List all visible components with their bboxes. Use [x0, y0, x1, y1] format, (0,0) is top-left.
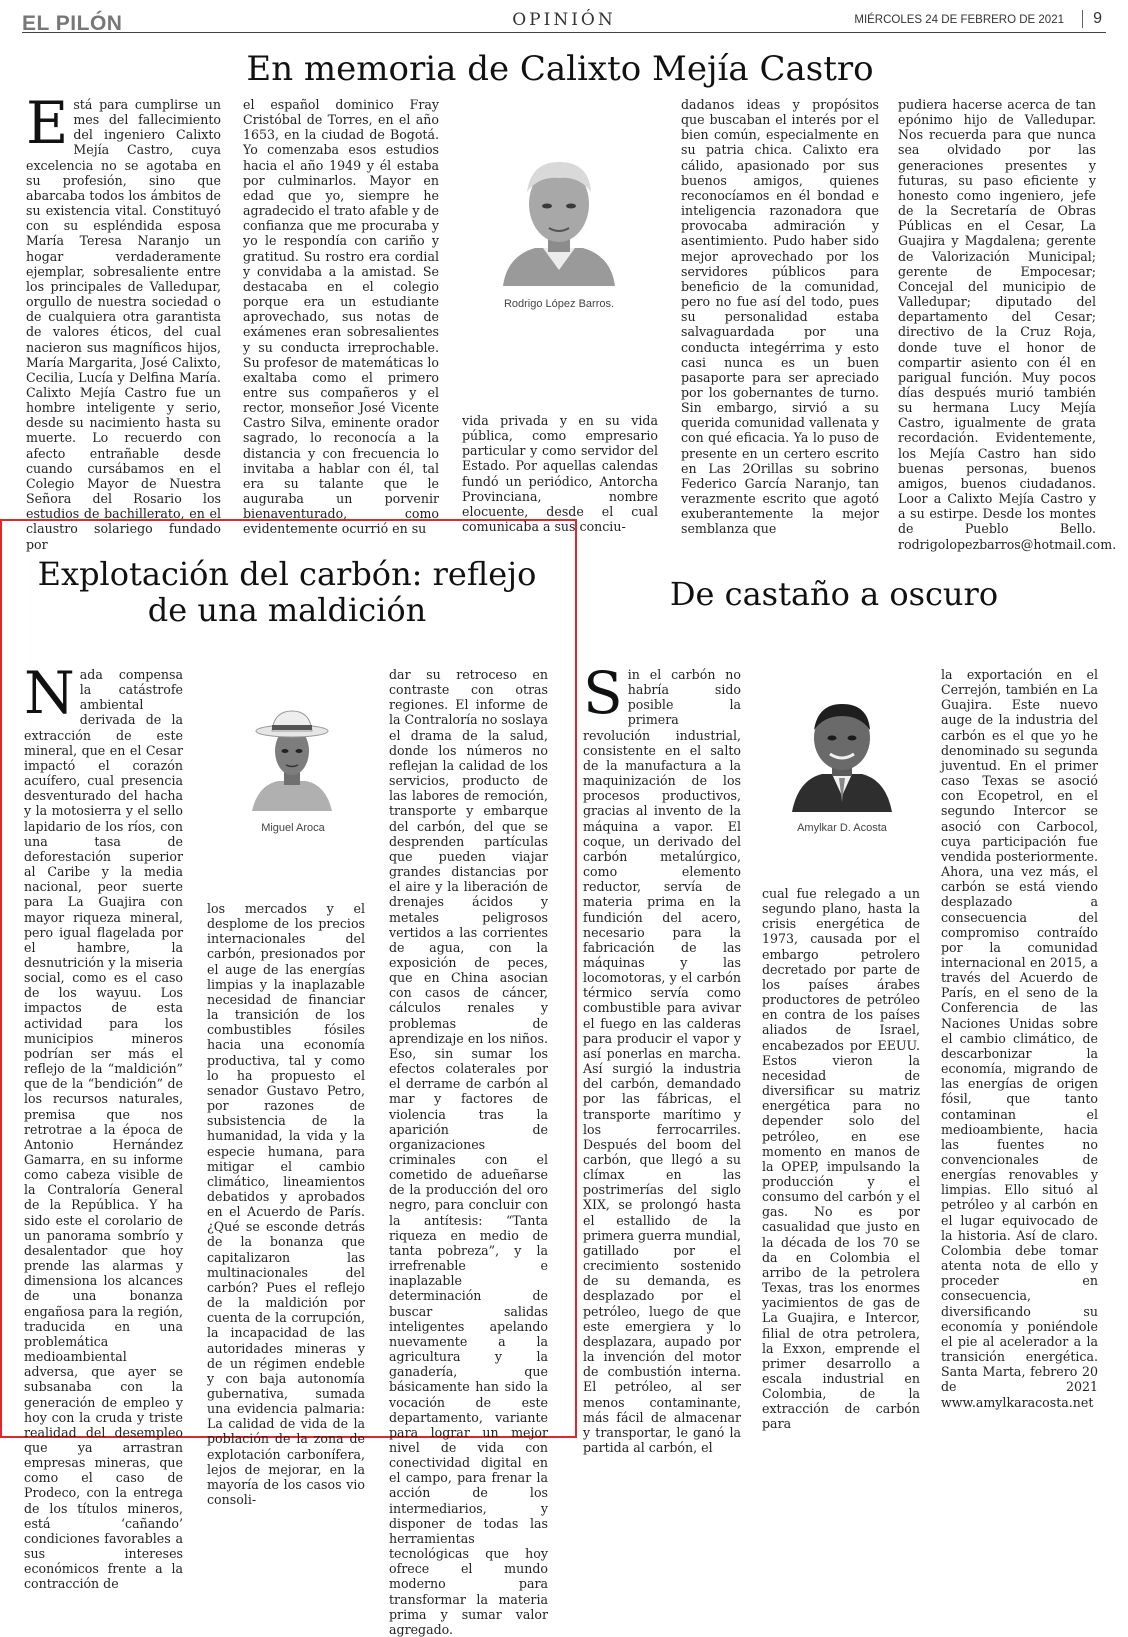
- header-rule: [22, 32, 1106, 33]
- article-2-col3-text: dar su retroceso en contraste con otras regiones. El informe de la Contraloría no soslaya el drama de la salud, donde los números no reflejan la calidad de los servicios, producto de las labores de remoción, transporte y embarque del carbón, del que se desprenden partículas que pueden viajar grandes distancias por el aire y la liberación de drenajes ácidos y metales peligrosos vertidos a las corrientes de agua, con la exposición de peces, que en China asocian con casos de cáncer, cálculos renales y problemas de aprendizaje en los niños. Eso, sin sumar los efectos colaterales por el derrame de carbón al mar y factores de violencia tras la aparición de organizaciones criminales con el cometido de adueñarse de la producción del oro negro, para concluir con la antítesis: “Tanta riqueza en medio de tanta pobreza”, y la irrefrenable e inaplazable determinación de buscar salidas inteligentes apelando nuevamente a la agricultura y la ganadería, que básicamente han sido la vocación de este departamento, variante para lograr un mejor nivel de vida con conectividad digital en el campo, para frenar la acción de los intermediarios, y disponer de todas las herramientas tecnológicas que hoy ofrece el mundo moderno para transformar la materia prima y sumar valor agregado.: [389, 667, 548, 1637]
- author-photo-miguel: [248, 705, 336, 811]
- article-2-col2-text: los mercados y el desplome de los precios internacionales del carbón, presionados por el auge de las energías limpias y la inaplazable necesidad de financiar la transición de los combustibles fósiles hacia una economía productiva, tal y como lo ha propuesto el senador Gustavo Petro, por razones de subsistencia de la humanidad, la vida y la especie humana, para mitigar el cambio climático, lineamientos debatidos y aprobados en el Acuerdo de París. ¿Qué se esconde detrás de la bonanza que capitalizaron las multinacionales del carbón? Pues el reflejo de la maldición por cuenta de la corrupción, la incapacidad de las autoridades mineras y de un régimen endeble y con baja autonomía gubernativa, sumada una evidencia palmaria: La calidad de vida de la población de la zona de explotación carbonífera, lejos de mejorar, en la mayoría de los casos vio consoli-: [207, 901, 365, 1508]
- article-1-dropcap: E: [26, 89, 69, 157]
- author-photo-amylkar: [790, 692, 894, 812]
- author-photo-rodrigo: [495, 148, 623, 286]
- article-1-col3-text: vida privada y en su vida pública, como empresario particular y como servidor del Estado. Por aquellas calendas fundó un periódico, Antorcha Provinciana, nombre elocuente, desde el cual comunicaba a sus conciu-: [462, 413, 658, 535]
- article-1-col5-text: pudiera hacerse acerca de tan epónimo hijo de Valledupar. Nos recuerda para que nunca sea olvidado por las generaciones presentes y futuras, su paso eficiente y honesto como ingeniero, jefe de la Secretaría de Obras Públicas en el Cesar, La Guajira y Magdalena; gerente de Valorización Municipal; gerente de Empocesar; Concejal del municipio de Valledupar; diputado del departamento del Cesar; directivo de la Cruz Roja, donde tuve el honor de compartir asiento con él en parigual función. Muy pocos días después murió también su hermana Lucy Mejía Castro, igualmente de grata recordación. Evidentemente, los Mejía Castro han sido buenas personas, buenos amigos, buenos ciudadanos. Loor a Calixto Mejía Castro y a su estirpe. Desde los montes de Pueblo Bello. rodrigolopezbarros@hotmail.com.: [898, 97, 1117, 552]
- author-portrait-icon: [248, 705, 336, 811]
- author-caption-miguel: Miguel Aroca: [261, 822, 325, 834]
- article-1-title: En memoria de Calixto Mejía Castro: [246, 49, 874, 89]
- article-1-column-1: [26, 89, 221, 552]
- article-2-dropcap: N: [24, 659, 75, 727]
- article-3-dropcap: S: [583, 659, 623, 727]
- article-3-col3-text: la exportación en el Cerrejón, también en La Guajira. Este nuevo auge de la industria del carbón es el que yo he denominado su segunda juventud. En el primer caso Texas se asoció con Ecopetrol, en el segundo Intercor se asoció con Carbocol, cuya participación fue vendida posteriormente. Ahora, una vez más, el carbón se está viendo desplazado a consecuencia del compromiso contraído por la comunidad internacional en 2015, a través del Acuerdo de París, en el seno de la Conferencia de las Naciones Unidas sobre el cambio climático, de descarbonizar la economía, migrando de las energías de origen fósil, que tanto contaminan el medioambiente, hacia las fuentes no convencionales de energías renovables y limpias. Ello situó al petróleo y al carbón en el lugar equivocado de la historia. Así de claro. Colombia debe tomar atenta nota de ello y proceder en consecuencia, diversificando su economía y poniéndole el pie al acelerador a la transición energética. Santa Marta, febrero 20 de 2021 www.amylkaracosta.net: [941, 667, 1098, 1410]
- article-2-title-line-2: de una maldición: [147, 591, 427, 630]
- article-1-column-5: [898, 97, 1117, 552]
- article-1-col2-text: el español dominico Fray Cristóbal de Torres, en el año 1653, en la ciudad de Bogotá. Yo comenzaba esos estudios hacia el año 1949 y él estaba por culminarlos. Mayor en edad que yo, siempre he agradecido el trato afable y de confianza que me procuraba y yo le respondía con cariño y gratitud. Su rostro era cordial y convidaba a la amistad. Se destacaba en el colegio porque era un estudiante aprovechado, sus notas de exámenes eran sobresalientes y su conducta irreprochable. Su profesor de matemáticas lo exaltaba como el primero entre sus compañeros y el rector, monseñor José Vicente Castro Silva, eminente orador sagrado, lo reconocía a la distancia y con frecuencia lo invitaba a hablar con él, tal era su talante que le auguraba un porvenir bienaventurado, como evidentemente ocurrió en su: [243, 97, 439, 537]
- article-3-column-3: [941, 667, 1098, 1410]
- article-2-column-3: [389, 667, 548, 1637]
- page-number: 9: [1082, 10, 1102, 28]
- article-2-title-line-1: Explotación del carbón: reflejo: [37, 555, 537, 593]
- author-caption-rodrigo: Rodrigo López Barros.: [503, 298, 615, 310]
- article-3-column-1: [583, 659, 742, 1455]
- article-1-column-2: [243, 97, 439, 537]
- article-1-column-4: [681, 97, 879, 537]
- article-1-col4-text: dadanos ideas y propósitos que buscaban el interés por el bien común, especialmente en su patria chica. Calixto era cálido, apasionado por sus buenos amigos, quienes reconocíamos en él bondad e inteligencia razonadora que provocaba admiración y asentimiento. Pudo haber sido mejor aprovechado por los servidores públicos para beneficio de la comunidad, pero no fue así del todo, pues su personalidad estaba salvaguardada por una conducta integérrima y esto casi nunca es un buen pasaporte para ser apreciado por los gobernantes de turno. Sin embargo, sirvió a su querida comunidad vallenata y con qué eficacia. Ya lo puso de presente en un certero escrito en Las 2Orillas su sobrino Federico García Naranjo, tan verazmente escrito que agotó exuberantemente la mejor semblanza que: [681, 97, 879, 537]
- article-3-column-2: [762, 886, 920, 1432]
- section-title: OPINIÓN: [512, 10, 616, 30]
- article-3-col1-text: in el carbón no habría sido posible la primera revolución industrial, consistente en el salto de la manufactura a la maquinización de los procesos productivos, gracias al invento de la máquina a vapor. El coque, un derivado del carbón metalúrgico, como elemento reductor, servía de materia prima en la fundición del acero, necesario para la fabricación de las máquinas y las locomotoras, y el carbón térmico servía como combustible para avivar el fuego en las calderas para producir el vapor y así ponerlas en marcha. Así surgió la industria del carbón, demandado por las fábricas, el transporte marítimo y los ferrocarriles. Después del boom del carbón, que llegó a su clímax en las postrimerías del siglo XIX, se prolongó hasta el estallido de la primera guerra mundial, gatillado por el crecimiento sostenido de su demanda, es desplazado por el petróleo, luego de que este emergiera y lo desplazara, aupado por la invención del motor de combustión interna. El petróleo, al ser menos contaminante, más fácil de almacenar y transportar, le ganó la partida al carbón, el: [583, 667, 742, 1455]
- article-2-column-2: [207, 901, 365, 1508]
- article-3-title: De castaño a oscuro: [669, 575, 999, 613]
- author-portrait-icon: [495, 148, 623, 286]
- article-2-column-1: [24, 659, 183, 1592]
- author-portrait-icon: [790, 692, 894, 812]
- newspaper-logo: EL PILÓN: [22, 12, 123, 35]
- article-1-column-3: [462, 413, 658, 535]
- article-1-col1-text: stá para cumplirse un mes del fallecimiento del ingeniero Calixto Mejía Castro, cuya excelencia no se agotaba en su profesión, sino que abarcaba todos los ámbitos de su existencia vital. Constituyó con su espléndida esposa María Teresa Naranjo un hogar verdaderamente ejemplar, sobresaliente entre los principales de Valledupar, orgullo de nuestra sociedad o de cualquiera otra garantista de valores éticos, del cual nacieron sus magníficos hijos, María Margarita, José Calixto, Cecilia, Lucía y Delfina María. Calixto Mejía Castro fue un hombre inteligente y serio, desde su nacimiento hasta su muerte. Lo recuerdo con afecto entrañable desde cuando cursábamos en el Colegio Mayor de Nuestra Señora del Rosario los estudios de bachillerato, en el claustro solariego fundado por: [26, 97, 221, 552]
- issue-date: MIÉRCOLES 24 DE FEBRERO DE 2021: [854, 14, 1064, 26]
- article-2-col1-text: ada compensa la catástrofe ambiental derivada de la extracción de este mineral, que en el Cesar impactó el corazón acuífero, cual presencia desventurado del hacha y la motosierra y el sello lapidario de los ríos, con una tasa de deforestación superior al Caribe y la media nacional, peor suerte para La Guajira con mayor riqueza mineral, pero igual flagelada por el hambre, la desnutrición y la miseria social, como es el caso de los wayuu. Los impactos de esta actividad para los municipios mineros podrían ser más el reflejo de la “maldición” que de la “bendición” de los recursos naturales, premisa que nos retrotrae a la época de Antonio Hernández Gamarra, en su informe como cabeza visible de la Contraloría General de la República. Y ha sido este el corolario de un panorama sombrío y desalentador que hoy prende las alarmas y dimensiona los alcances de una bonanza engañosa para la región, traducida en una problemática medioambiental adversa, que ayer se subsanaba con la generación de empleo y hoy con la cruda y triste realidad del desempleo que ya arrastran empresas mineras, que como el caso de Prodeco, con la entrega de los títulos mineros, está ‘cañando’ condiciones favorables a sus intereses económicos frente a la contracción de: [24, 667, 183, 1592]
- article-3-col2-text: cual fue relegado a un segundo plano, hasta la crisis energética de 1973, causada por el embargo petrolero decretado por parte de los países árabes productores de petróleo en contra de los países aliados de Israel, encabezados por EEUU. Estos vieron la necesidad de diversificar su matriz energética para no depender solo del petróleo, en ese momento en manos de la OPEP, impulsando la producción y el consumo del carbón y el gas. No es por casualidad que justo en la década de los 70 se da en Colombia el arribo de la petrolera Texas, tras los enormes yacimientos de gas de La Guajira, e Intercor, filial de otra petrolera, la Exxon, emprende el primer desarrollo a escala industrial en Colombia, de la extracción de carbón para: [762, 886, 920, 1432]
- article-2-title: [22, 556, 552, 628]
- author-caption-amylkar: Amylkar D. Acosta: [797, 822, 887, 834]
